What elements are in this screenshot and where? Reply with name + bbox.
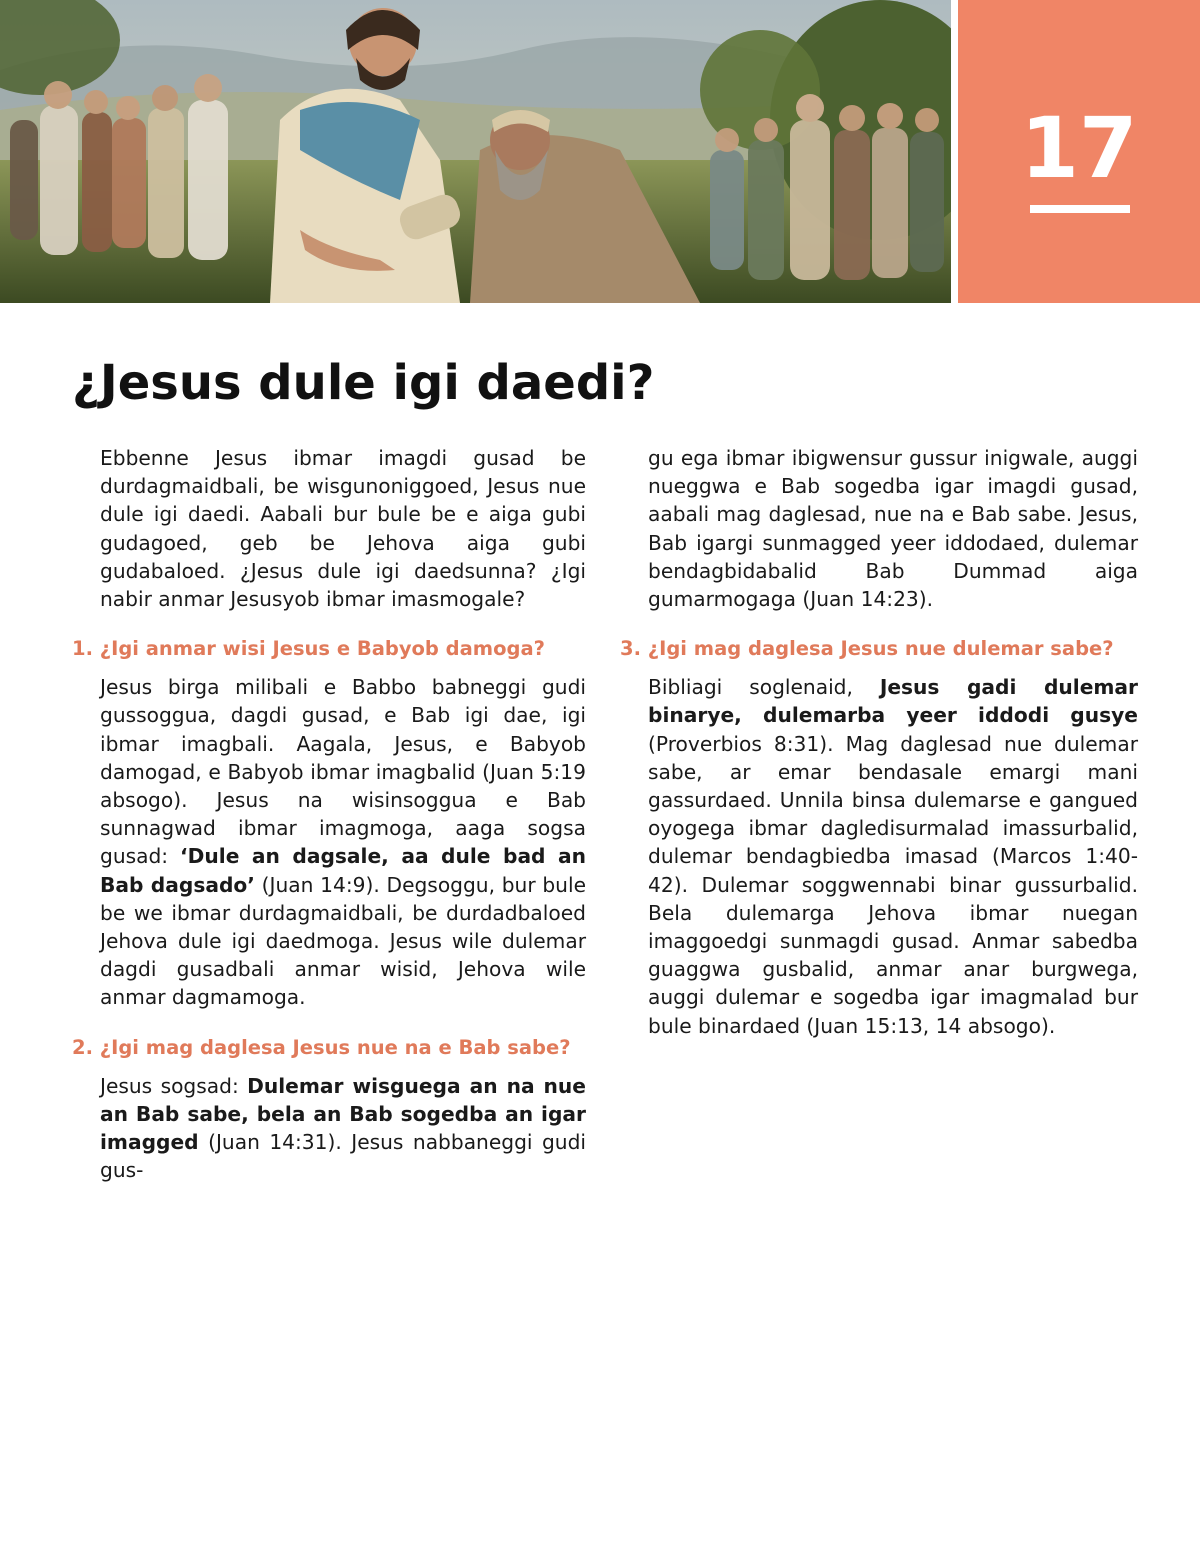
question-1-heading: 1. ¿Igi anmar wisi Jesus e Babyob damoga? — [72, 637, 545, 661]
answer-text: (Proverbios 8:31). Mag daglesad nue dulemar sabe, ar emar bendasale emargi mani gassurdaed. Unnila binsa dulemarse e gangued oyogega ibmar dagledisurmalad imassurbalid, dulemar bendagbiedba imasad (Marcos 1:40-42). Dulemar soggwennabi binar gussurbalid. Bela dulemarga Jehova ibmar nuegan imaggoedgi sunmagdi gusad. Anmar sabedba guaggwa gusbalid, anmar anar burgwega, auggi dulemar e sogedba igar imagmalad bur bule binardaed (Juan 15:13, 14 absogo). — [648, 731, 1138, 1038]
answer-text: Jesus birga milibali e Babbo babneggi gudi gussoggua, dagdi gusad, e Bab igi dae, igi ibmar imagbali. Aagala, Jesus, e Babyob damogad, e Babyob ibmar imagbalid (Juan 5:19 absogo). Jesus na wisinsoggua e Bab sunnagwad ibmar imagmoga, aaga sogsa gusad: — [100, 675, 586, 869]
question-2-answer — [72, 1072, 586, 1185]
page-title: ¿Jesus dule igi daedi? — [72, 355, 655, 411]
question-3-answer — [620, 673, 1138, 1040]
lesson-number-underline — [1030, 205, 1130, 213]
jesus-healing-man-illustration — [0, 0, 951, 303]
left-column — [72, 444, 586, 1184]
intro-paragraph: Ebbenne Jesus ibmar imagdi gusad be durdagmaidbali, be wisgunoniggoed, Jesus nue dule igi daedi. Aabali bur bule be e aiga gubi gudagoed, geb be Jehova aiga gubi gudabaloed. ¿Jesus dule igi daedsunna? ¿Igi nabir anmar Jesusyob ibmar imasmogale? — [100, 446, 586, 612]
question-2-answer-continued: gu ega ibmar ibigwensur gussur inigwale, auggi nueggwa e Bab sogedba igar imagdi gusad, aabali mag daglesad, nue na e Bab sabe. Jesus, Bab igargi sunmagged yeer iddodaed, dulemar bendagbidabalid Bab Dummad aiga gumarmogaga (Juan 14:23). — [648, 446, 1138, 612]
question-1-answer — [72, 673, 586, 1011]
bold-quote: Dulemar wisguega an na nue an Bab sabe, bela an Bab sogedba an igar imagged — [100, 1073, 586, 1155]
bold-quote: ‘Dule an dagsale, aa dule bad an Bab dagsado’ — [100, 844, 586, 897]
answer-text: (Juan 14:31). Jesus nabbaneggi gudi gus- — [100, 1130, 586, 1183]
answer-text: Jesus sogsad: — [100, 1073, 248, 1098]
lesson-badge — [958, 0, 1200, 303]
question-3-heading: 3. ¿Igi mag daglesa Jesus nue dulemar sabe? — [620, 637, 1114, 661]
lesson-number: 17 — [1020, 99, 1138, 197]
question-2-heading: 2. ¿Igi mag daglesa Jesus nue na e Bab sabe? — [72, 1035, 571, 1059]
answer-text: Bibliagi soglenaid, — [648, 675, 880, 700]
answer-text: (Juan 14:9). Degsoggu, bur bule be we ibmar durdagmaidbali, be durdadbaloed Jehova dule igi daedmoga. Jesus wile dulemar dagdi gusadbali anmar wisid, Jehova wile anmar dagmamoga. — [100, 872, 586, 1010]
hero-illustration — [0, 0, 951, 303]
right-column — [620, 444, 1138, 1040]
bold-quote: Jesus gadi dulemar binarye, dulemarba yeer iddodi gusye — [648, 675, 1138, 728]
